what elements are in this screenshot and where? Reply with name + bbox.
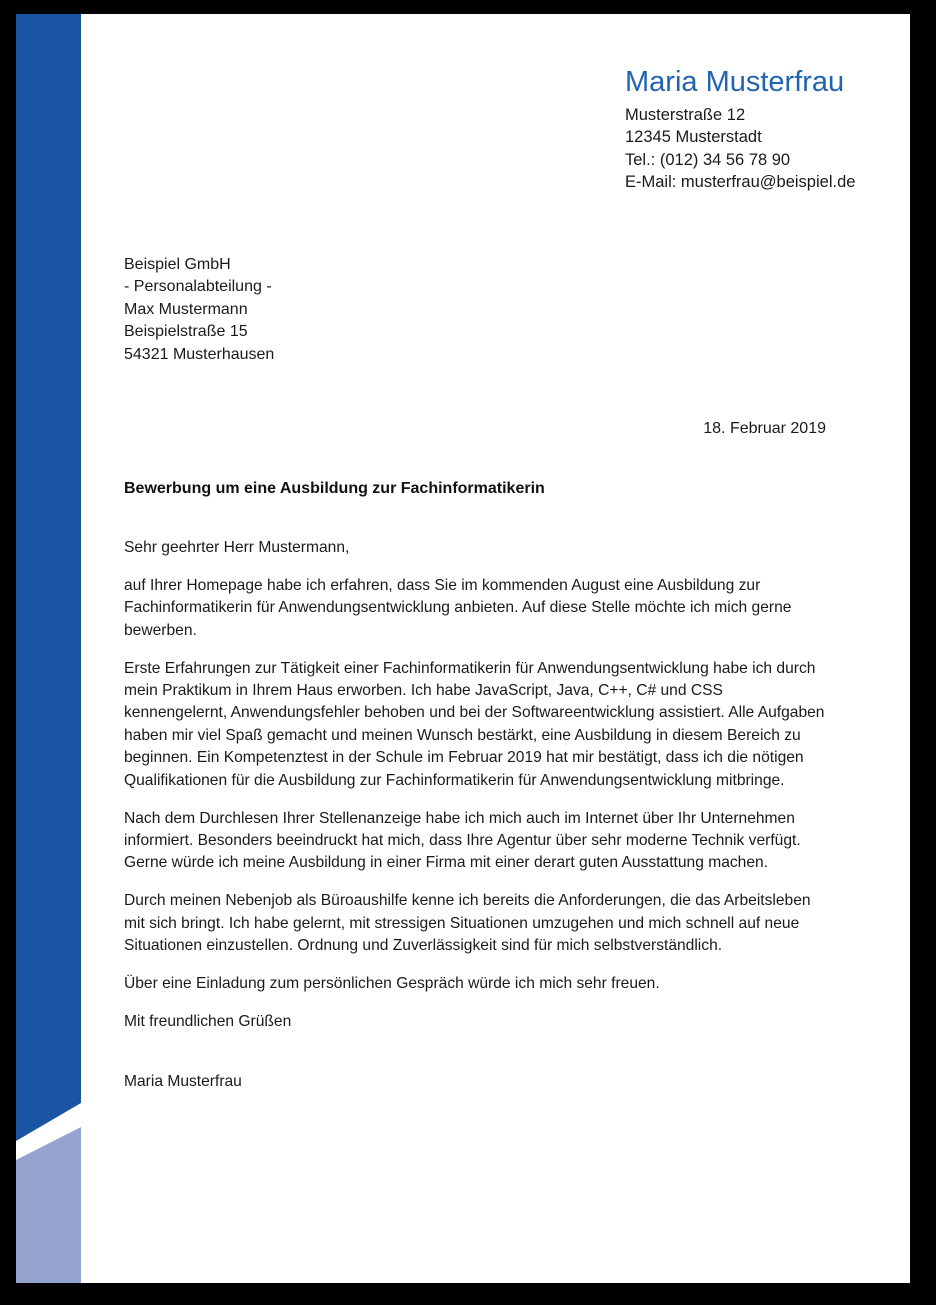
letter-date: 18. Februar 2019 <box>703 420 826 437</box>
body-paragraph-4: Durch meinen Nebenjob als Büroaushilfe kenne ich bereits die Anforderungen, die das Arbeitsleben mit sich bringt. Ich habe gelernt, mit stressigen Situationen umzugehen und mich schnell auf neue Situationen einzustellen. Ordnung und Zuverlässigkeit sind für mich selbstverständlich. <box>124 892 811 955</box>
sender-block <box>625 64 905 194</box>
recipient-block <box>124 254 524 366</box>
salutation: Sehr geehrter Herr Mustermann, <box>124 539 350 556</box>
recipient-street: Beispielstraße 15 <box>124 323 248 341</box>
sender-phone: Tel.: (012) 34 56 78 90 <box>625 150 791 169</box>
recipient-department: - Personalabteilung - <box>124 278 272 296</box>
signature-name: Maria Musterfrau <box>124 1073 242 1091</box>
sender-email: E-Mail: musterfrau@beispiel.de <box>625 173 856 192</box>
body-paragraph-5: Über eine Einladung zum persönlichen Gespräch würde ich mich sehr freuen. <box>124 975 660 992</box>
letter-body <box>124 537 826 1109</box>
body-paragraph-2: Erste Erfahrungen zur Tätigkeit einer Fachinformatikerin für Anwendungsentwicklung habe ich durch mein Praktikum in Ihrem Haus erworben. Ich habe JavaScript, Java, C++, C# und CSS kennengelernt, Anwendungsfehler behoben und bei der Softwareentwicklung assistiert. Alle Aufgaben haben mir viel Spaß gemacht und meinen Wunsch bestärkt, eine Ausbildung in diesem Bereich zu beginnen. Ein Kompetenztest in der Schule im Februar 2019 hat mir bestätigt, dass ich die nötigen Qualifikationen für die Ausbildung zur Fachinformatikerin für Anwendungsentwicklung mitbringe. <box>124 659 825 789</box>
letter-page <box>16 14 910 1283</box>
sender-street: Musterstraße 12 <box>625 106 746 124</box>
left-stripe-light <box>16 1127 81 1283</box>
subject-line: Bewerbung um eine Ausbildung zur Fachinformatikerin <box>124 480 545 497</box>
recipient-contact: Max Mustermann <box>124 300 248 318</box>
sender-city: 12345 Musterstadt <box>625 128 762 147</box>
body-paragraph-3: Nach dem Durchlesen Ihrer Stellenanzeige habe ich mich auch im Internet über Ihr Unternehmen informiert. Besonders beeindruckt hat mich, dass Ihre Agentur über sehr moderne Technik verfügt. Gerne würde ich meine Ausbildung in einer Firma mit einer derart guten Ausstattung machen. <box>124 809 801 872</box>
recipient-city: 54321 Musterhausen <box>124 345 275 363</box>
sender-name: Maria Musterfrau <box>625 66 845 98</box>
recipient-company: Beispiel GmbH <box>124 256 231 273</box>
body-paragraph-1: auf Ihrer Homepage habe ich erfahren, dass Sie im kommenden August eine Ausbildung zur Fachinformatikerin für Anwendungsentwicklung anbieten. Auf diese Stelle möchte ich mich gerne bewerben. <box>124 576 792 639</box>
left-stripe-dark <box>16 14 81 1141</box>
closing-line: Mit freundlichen Grüßen <box>124 1012 292 1030</box>
